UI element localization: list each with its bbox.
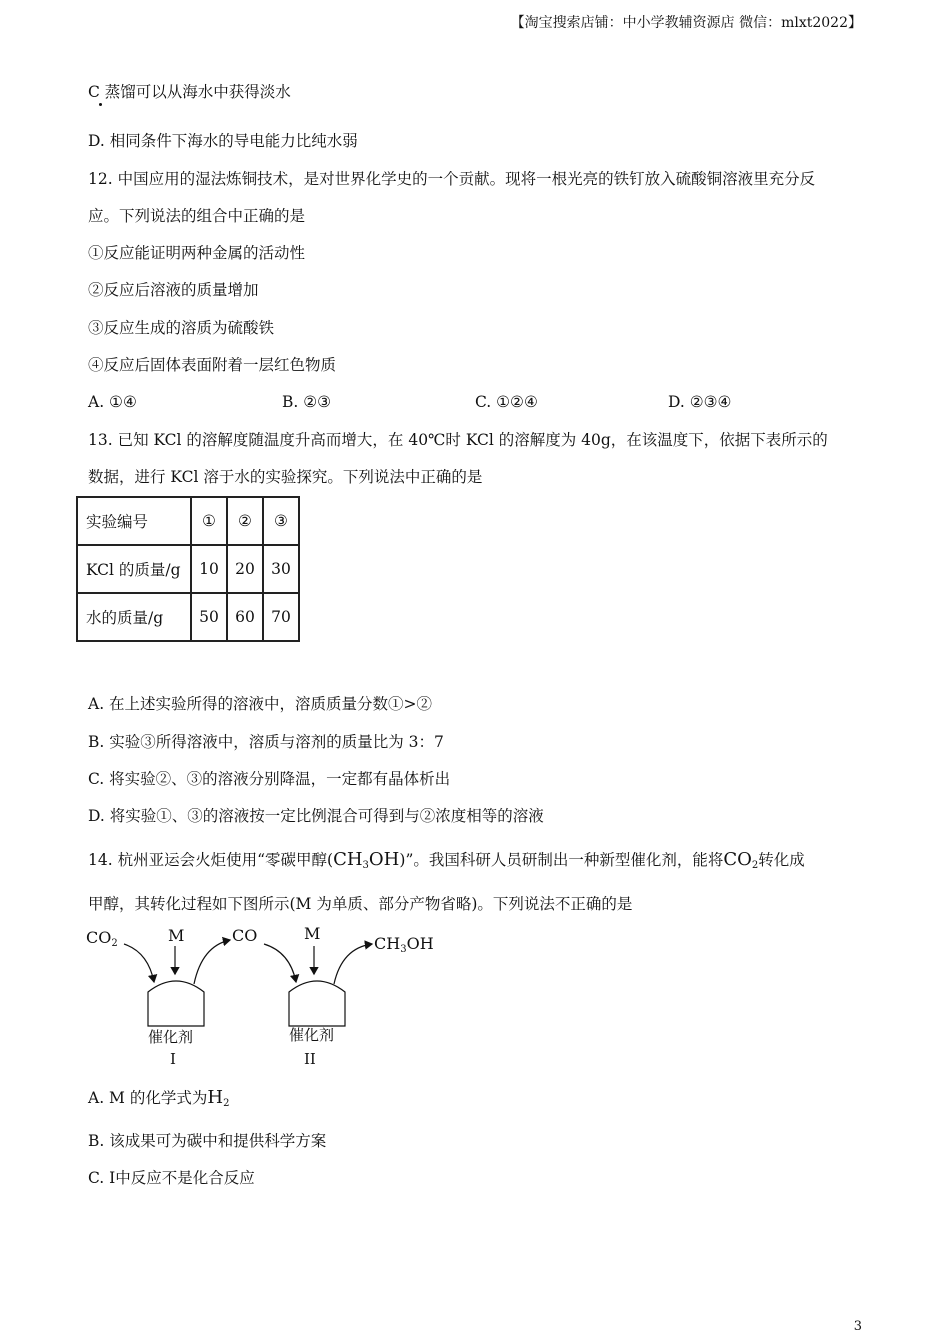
table-cell: 10 <box>191 545 227 593</box>
q13-option-a: A. 在上述实验所得的溶液中，溶质质量分数①>② <box>88 695 433 713</box>
catalyst-1-shape <box>148 981 204 1026</box>
catalyst-2-number: II <box>304 1050 316 1068</box>
page-number: 3 <box>853 1319 862 1334</box>
formula-subscript: 3 <box>362 860 369 871</box>
q14-stem-text-b: )”。我国科研人员研制出一种新型催化剂，能将 <box>399 851 724 869</box>
q14-stem-line2: 甲醇，其转化过程如下图所示(M 为单质、部分产物省略)。下列说法不正确的是 <box>88 895 633 913</box>
table-cell: KCl 的质量/g <box>77 545 191 593</box>
table-cell: ① <box>191 497 227 545</box>
formula-part: CO <box>86 928 112 947</box>
q13-stem-line1: 13. 已知 KCl 的溶解度随温度升高而增大，在 40℃时 KCl 的溶解度为 40g，在该温度下，依据下表所示的 <box>88 431 828 449</box>
q12-statement-2: ②反应后溶液的质量增加 <box>88 281 259 299</box>
m-label-1: M <box>168 926 185 945</box>
q12-option-b: B. ②③ <box>282 393 332 411</box>
formula-part: CH <box>374 934 401 953</box>
table-cell: 30 <box>263 545 299 593</box>
table-cell: ② <box>227 497 263 545</box>
formula-part: H <box>207 1087 224 1108</box>
table-cell: 50 <box>191 593 227 641</box>
q13-option-d: D. 将实验①、③的溶液按一定比例混合可得到与②浓度相等的溶液 <box>88 807 544 825</box>
co2-label <box>86 928 118 949</box>
catalyst-2-shape <box>289 981 345 1026</box>
catalyst-1-number: I <box>170 1050 176 1068</box>
q14-option-a <box>88 1088 229 1114</box>
q12-statement-3: ③反应生成的溶质为硫酸铁 <box>88 319 275 337</box>
q14-option-b: B. 该成果可为碳中和提供科学方案 <box>88 1132 327 1150</box>
q14-option-a-text: A. M 的化学式为 <box>88 1089 208 1107</box>
q12-stem-line2: 应。下列说法的组合中正确的是 <box>88 207 306 225</box>
methanol-formula <box>333 849 399 870</box>
formula-part: OH <box>406 934 434 953</box>
catalyst-2-label: 催化剂 <box>289 1026 335 1044</box>
m-label-2: M <box>304 924 321 943</box>
table-cell: 20 <box>227 545 263 593</box>
q13-stem-line2: 数据，进行 KCl 溶于水的实验探究。下列说法中正确的是 <box>88 468 483 486</box>
formula-subscript: 2 <box>223 1098 230 1109</box>
page-header: 【淘宝搜索店铺：中小学教辅资源店 微信：mlxt2022】 <box>510 15 862 31</box>
methanol-label <box>374 934 434 955</box>
co-to-cat2-arrow <box>264 944 296 982</box>
q12-option-a: A. ①④ <box>88 393 137 411</box>
table-cell: 水的质量/g <box>77 593 191 641</box>
q12-stem-line1: 12. 中国应用的湿法炼铜技术，是对世界化学史的一个贡献。现将一根光亮的铁钉放入硫酸铜溶液里充分反 <box>88 170 816 188</box>
table-cell: 实验编号 <box>77 497 191 545</box>
formula-subscript: 2 <box>751 860 759 871</box>
q14-stem-text-a: 14. 杭州亚运会火炬使用“零碳甲醇( <box>88 851 334 869</box>
q12-statement-1: ①反应能证明两种金属的活动性 <box>88 244 306 262</box>
table-row <box>77 545 299 593</box>
kcl-data-table <box>76 496 300 642</box>
q11-option-c: C 蒸馏可以从海水中获得淡水 <box>88 83 291 101</box>
q13-option-c: C. 将实验②、③的溶液分别降温，一定都有晶体析出 <box>88 770 451 788</box>
table-cell: 70 <box>263 593 299 641</box>
co-label: CO <box>232 926 258 945</box>
q13-option-b: B. 实验③所得溶液中，溶质与溶剂的质量比为 3：7 <box>88 733 444 751</box>
formula-part: CH <box>333 849 363 870</box>
hydrogen-formula <box>207 1087 229 1108</box>
q12-statement-4: ④反应后固体表面附着一层红色物质 <box>88 356 337 374</box>
methanol-arrow <box>334 944 372 984</box>
emphasis-dot <box>99 103 102 106</box>
q14-option-c: C. I中反应不是化合反应 <box>88 1169 255 1187</box>
co-arrow <box>194 940 230 984</box>
table-row <box>77 593 299 641</box>
formula-subscript: 2 <box>111 938 118 949</box>
table-row <box>77 497 299 545</box>
table-cell: ③ <box>263 497 299 545</box>
catalyst-1-label: 催化剂 <box>148 1028 194 1046</box>
conversion-diagram <box>84 922 444 1074</box>
formula-subscript: 3 <box>400 944 407 955</box>
q14-stem-line1 <box>88 850 805 876</box>
formula-part: CO <box>723 849 752 870</box>
q14-stem-text-c: 转化成 <box>758 851 805 869</box>
table-cell: 60 <box>227 593 263 641</box>
co2-arrow <box>124 944 154 982</box>
co2-formula <box>723 849 758 870</box>
q12-option-c: C. ①②④ <box>475 393 538 411</box>
q12-option-d: D. ②③④ <box>668 393 732 411</box>
q11-option-d: D. 相同条件下海水的导电能力比纯水弱 <box>88 132 358 150</box>
formula-part: OH <box>368 849 400 870</box>
